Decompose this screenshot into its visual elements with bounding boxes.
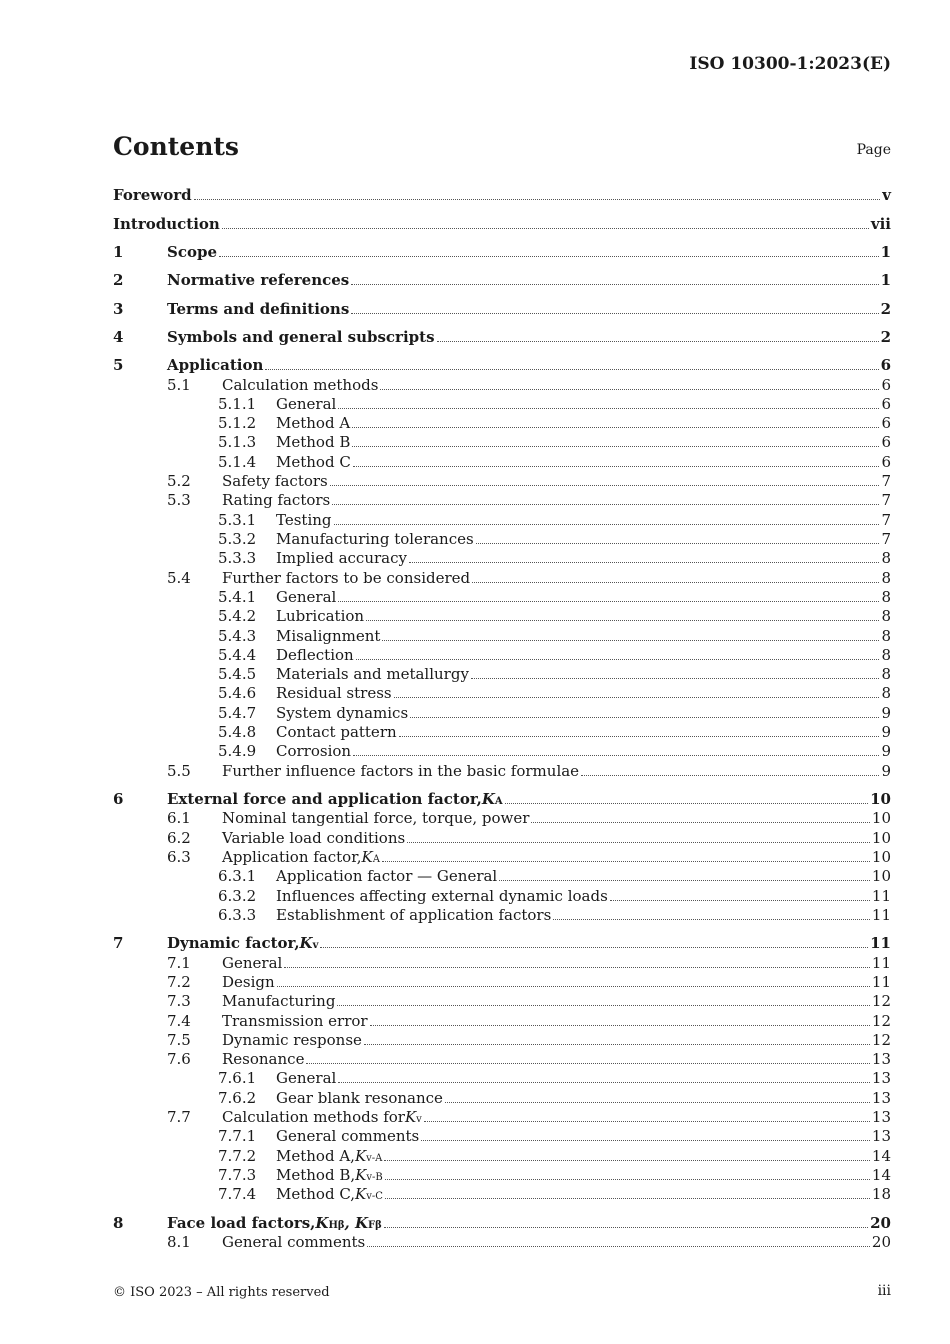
- toc-entry-number: 5.4.3: [218, 627, 257, 645]
- math-symbol: K: [315, 1214, 329, 1232]
- toc-entry-title: Deflection: [276, 646, 354, 664]
- toc-entry-title: Dynamic factor, K v: [167, 934, 319, 952]
- toc-entry[interactable]: [113, 300, 891, 319]
- toc-entry-page: vii: [870, 215, 891, 233]
- toc-entry-number: 5.5: [167, 762, 191, 780]
- toc-entry-number: 5.3: [167, 491, 191, 509]
- toc-entry-title: Method B: [276, 433, 351, 451]
- toc-entry-number: 6.2: [167, 829, 191, 847]
- toc-entry-page: 8: [881, 569, 891, 587]
- dot-leader: [424, 1121, 870, 1122]
- toc-entry[interactable]: [113, 829, 891, 848]
- math-symbol: K: [299, 934, 313, 952]
- toc-entry-page: 1: [880, 271, 891, 289]
- dot-leader: [219, 256, 879, 257]
- toc-entry[interactable]: [113, 1214, 891, 1233]
- toc-entry-title: Foreword: [113, 186, 192, 204]
- dot-leader: [277, 986, 870, 987]
- toc-entry-page: 12: [871, 1012, 891, 1030]
- toc-entry-number: 5.4.4: [218, 646, 257, 664]
- toc-entry[interactable]: [113, 627, 891, 646]
- toc-entry-title: Contact pattern: [276, 723, 397, 741]
- toc-entry-page: 11: [870, 934, 891, 952]
- toc-entry-title: Application factor, K A: [222, 848, 380, 866]
- toc-entry-page: 13: [871, 1050, 891, 1068]
- toc-entry-title: Testing: [276, 511, 332, 529]
- toc-entry-title: General comments: [222, 1233, 366, 1251]
- toc-entry[interactable]: [113, 271, 891, 290]
- toc-entry-title: Materials and metallurgy: [276, 665, 469, 683]
- toc-entry[interactable]: [113, 472, 891, 491]
- toc-entry-title: Establishment of application factors: [276, 906, 552, 924]
- dot-leader: [505, 803, 868, 804]
- toc-entry-title: Transmission error: [222, 1012, 368, 1030]
- toc-entry-title: Further influence factors in the basic formulae: [222, 762, 580, 780]
- dot-leader: [384, 1227, 868, 1228]
- toc-entry-title: Symbols and general subscripts: [167, 328, 435, 346]
- dot-leader: [330, 485, 879, 486]
- dot-leader: [445, 1102, 870, 1103]
- toc-entry[interactable]: [113, 328, 891, 347]
- dot-leader: [472, 582, 879, 583]
- toc-entry-page: 12: [871, 992, 891, 1010]
- dot-leader: [553, 919, 870, 920]
- dot-leader: [338, 408, 879, 409]
- dot-leader: [222, 228, 869, 229]
- math-symbol: K: [355, 1185, 367, 1203]
- dot-leader: [410, 717, 879, 718]
- toc-entry-title: Method A, K v-A: [276, 1147, 383, 1165]
- toc-entry-page: 6: [881, 433, 891, 451]
- toc-entry-number: 6.3.2: [218, 887, 257, 905]
- toc-entry-title: Normative references: [167, 271, 350, 289]
- toc-entry[interactable]: [113, 1069, 891, 1088]
- dot-leader: [320, 947, 868, 948]
- toc-entry-title: Method C: [276, 453, 351, 471]
- toc-entry-number: 7.2: [167, 973, 191, 991]
- toc-entry-number: 7.7.2: [218, 1147, 257, 1165]
- toc-entry-number: 5.4: [167, 569, 191, 587]
- toc-entry[interactable]: [113, 1050, 891, 1069]
- toc-entry-page: 11: [871, 887, 891, 905]
- dot-leader: [407, 842, 870, 843]
- toc-entry-page: 7: [881, 530, 891, 548]
- toc-entry-number: 5.4.9: [218, 742, 257, 760]
- toc-entry-page: 8: [881, 607, 891, 625]
- toc-entry-page: 9: [881, 704, 891, 722]
- math-symbol: K: [355, 1166, 367, 1184]
- toc-entry-number: 4: [113, 328, 124, 346]
- toc-entry[interactable]: [113, 1233, 891, 1252]
- toc-entry-number: 7.4: [167, 1012, 191, 1030]
- toc-entry[interactable]: [113, 511, 891, 530]
- document-id: ISO 10300-1:2023(E): [689, 54, 891, 74]
- toc-entry-title: Scope: [167, 243, 218, 261]
- page-number: iii: [877, 1283, 891, 1299]
- toc-entry-title: Manufacturing tolerances: [276, 530, 474, 548]
- toc-entry-number: 5.3.1: [218, 511, 257, 529]
- toc-entry-number: 5.4.7: [218, 704, 257, 722]
- toc-entry[interactable]: [113, 395, 891, 414]
- toc-entry-title: Method C, K v-C: [276, 1185, 383, 1203]
- toc-entry[interactable]: [113, 867, 891, 886]
- toc-entry-title: Design: [222, 973, 275, 991]
- toc-entry[interactable]: [113, 934, 891, 953]
- dot-leader: [351, 284, 879, 285]
- dot-leader: [610, 900, 870, 901]
- toc-entry-title: Method A: [276, 414, 351, 432]
- toc-entry[interactable]: [113, 1108, 891, 1127]
- toc-entry-page: 2: [880, 328, 891, 346]
- dot-leader: [499, 880, 870, 881]
- dot-leader: [382, 861, 870, 862]
- toc-entry-page: 13: [871, 1108, 891, 1126]
- page-title: Contents: [113, 132, 240, 161]
- toc-entry-number: 6: [113, 790, 124, 808]
- toc-entry-number: 8: [113, 1214, 124, 1232]
- toc-entry[interactable]: [113, 588, 891, 607]
- toc-entry-page: 10: [871, 867, 891, 885]
- dot-leader: [194, 199, 880, 200]
- toc-entry-title: Introduction: [113, 215, 220, 233]
- toc-entry-page: 13: [871, 1127, 891, 1145]
- toc-entry[interactable]: [113, 356, 891, 375]
- toc-entry-number: 5.1.4: [218, 453, 257, 471]
- dot-leader: [385, 1179, 870, 1180]
- toc-entry-number: 7.7.3: [218, 1166, 257, 1184]
- toc-entry-page: v: [882, 186, 891, 204]
- dot-leader: [385, 1198, 870, 1199]
- toc-entry-title: General comments: [276, 1127, 420, 1145]
- dot-leader: [394, 697, 879, 698]
- toc-entry-number: 7.6.2: [218, 1089, 257, 1107]
- toc-entry-title: Face load factors, K Hβ , K Fβ: [167, 1214, 382, 1232]
- toc-entry-number: 7.7.4: [218, 1185, 257, 1203]
- dot-leader: [332, 504, 879, 505]
- toc-entry[interactable]: [113, 646, 891, 665]
- toc-entry-page: 13: [871, 1089, 891, 1107]
- toc-entry[interactable]: [113, 887, 891, 906]
- toc-entry-title: External force and application factor, K A: [167, 790, 503, 808]
- page-column-label: Page: [856, 142, 891, 158]
- toc-entry-page: 7: [881, 511, 891, 529]
- toc-entry-number: 6.3: [167, 848, 191, 866]
- toc-entry-title: Nominal tangential force, torque, power: [222, 809, 530, 827]
- toc-entry-number: 7.6: [167, 1050, 191, 1068]
- toc-entry[interactable]: [113, 1147, 891, 1166]
- dot-leader: [364, 1044, 870, 1045]
- toc-entry-page: 8: [881, 549, 891, 567]
- toc-entry-title: Calculation methods: [222, 376, 379, 394]
- toc-entry-page: 10: [871, 848, 891, 866]
- toc-entry[interactable]: [113, 1127, 891, 1146]
- dot-leader: [338, 1082, 870, 1083]
- toc-entry-page: 20: [871, 1233, 891, 1251]
- toc-entry-page: 2: [880, 300, 891, 318]
- toc-entry[interactable]: [113, 742, 891, 761]
- toc-entry[interactable]: [113, 1012, 891, 1031]
- toc-entry-title: Rating factors: [222, 491, 331, 509]
- toc-entry-number: 1: [113, 243, 124, 261]
- toc-entry-page: 14: [871, 1147, 891, 1165]
- toc-entry-number: 6.1: [167, 809, 191, 827]
- toc-entry[interactable]: [113, 530, 891, 549]
- dot-leader: [421, 1140, 870, 1141]
- dot-leader: [380, 389, 879, 390]
- toc-entry-page: 8: [881, 665, 891, 683]
- toc-entry-number: 7.5: [167, 1031, 191, 1049]
- toc-entry-number: 7.3: [167, 992, 191, 1010]
- toc-entry-page: 10: [871, 809, 891, 827]
- toc-entry[interactable]: [113, 723, 891, 742]
- toc-entry-title: Implied accuracy: [276, 549, 407, 567]
- toc-entry-page: 8: [881, 627, 891, 645]
- toc-entry-number: 7: [113, 934, 124, 952]
- copyright-notice: © ISO 2023 – All rights reserved: [113, 1285, 330, 1300]
- toc-entry-title: Dynamic response: [222, 1031, 362, 1049]
- toc-entry-number: 2: [113, 271, 124, 289]
- toc-entry-title: General: [222, 954, 283, 972]
- toc-entry[interactable]: [113, 992, 891, 1011]
- dot-leader: [351, 313, 879, 314]
- dot-leader: [338, 601, 879, 602]
- toc-entry-number: 5.4.2: [218, 607, 257, 625]
- dot-leader: [531, 822, 870, 823]
- toc-entry-number: 7.6.1: [218, 1069, 257, 1087]
- toc-entry[interactable]: [113, 453, 891, 472]
- toc-entry[interactable]: [113, 1166, 891, 1185]
- toc-entry-number: 5.1.2: [218, 414, 257, 432]
- toc-entry-page: 8: [881, 588, 891, 606]
- dot-leader: [353, 466, 879, 467]
- toc-entry-number: 5.1.3: [218, 433, 257, 451]
- dot-leader: [334, 524, 879, 525]
- toc-entry-page: 7: [881, 491, 891, 509]
- toc-entry-number: 3: [113, 300, 124, 318]
- toc-entry-number: 5.1.1: [218, 395, 257, 413]
- toc-entry-number: 5.4.1: [218, 588, 257, 606]
- toc-entry[interactable]: [113, 954, 891, 973]
- toc-entry-title: Misalignment: [276, 627, 381, 645]
- toc-entry[interactable]: [113, 549, 891, 568]
- toc-entry-title: General: [276, 1069, 337, 1087]
- math-symbol: K: [354, 1147, 367, 1165]
- toc-entry-title: Residual stress: [276, 684, 392, 702]
- dot-leader: [471, 678, 879, 679]
- dot-leader: [399, 736, 879, 737]
- toc-entry-title: Terms and definitions: [167, 300, 350, 318]
- toc-entry-title: Calculation methods for K v: [222, 1108, 422, 1126]
- toc-entry-number: 7.7: [167, 1108, 191, 1126]
- toc-entry-title: Application factor — General: [276, 867, 498, 885]
- toc-entry-page: 8: [881, 646, 891, 664]
- dot-leader: [409, 562, 879, 563]
- toc-entry-page: 9: [881, 742, 891, 760]
- toc-entry-page: 10: [871, 829, 891, 847]
- toc-entry[interactable]: [113, 848, 891, 867]
- dot-leader: [437, 341, 879, 342]
- dot-leader: [370, 1025, 870, 1026]
- toc-entry-title: Influences affecting external dynamic loads: [276, 887, 608, 905]
- toc-entry[interactable]: [113, 433, 891, 452]
- toc-entry-title: Method B, K v-B: [276, 1166, 383, 1184]
- toc-entry-page: 6: [880, 356, 891, 374]
- toc-entry-title: Application: [167, 356, 264, 374]
- toc-entry-page: 1: [880, 243, 891, 261]
- toc-entry[interactable]: [113, 790, 891, 809]
- dot-leader: [337, 1005, 870, 1006]
- dot-leader: [352, 446, 879, 447]
- toc-entry[interactable]: [113, 215, 891, 234]
- toc-entry-number: 7.1: [167, 954, 191, 972]
- toc-entry-page: 6: [881, 376, 891, 394]
- toc-entry[interactable]: [113, 1089, 891, 1108]
- toc-entry-title: Safety factors: [222, 472, 328, 490]
- toc-entry-title: Manufacturing: [222, 992, 336, 1010]
- toc-entry-page: 14: [871, 1166, 891, 1184]
- dot-leader: [353, 755, 879, 756]
- toc-entry[interactable]: [113, 809, 891, 828]
- toc-entry-title: Gear blank resonance: [276, 1089, 443, 1107]
- toc-entry-page: 13: [871, 1069, 891, 1087]
- toc-entry[interactable]: [113, 906, 891, 925]
- toc-entry[interactable]: [113, 569, 891, 588]
- toc-entry[interactable]: [113, 414, 891, 433]
- toc-entry[interactable]: [113, 684, 891, 703]
- toc-entry-page: 11: [871, 954, 891, 972]
- toc-entry[interactable]: [113, 186, 891, 205]
- toc-entry[interactable]: [113, 243, 891, 262]
- dot-leader: [382, 640, 879, 641]
- toc-entry-page: 6: [881, 414, 891, 432]
- dot-leader: [476, 543, 879, 544]
- math-symbol: K: [361, 848, 373, 866]
- toc-entry-number: 8.1: [167, 1233, 191, 1251]
- toc-entry[interactable]: [113, 973, 891, 992]
- dot-leader: [356, 659, 879, 660]
- dot-leader: [352, 427, 879, 428]
- toc-entry-title: Corrosion: [276, 742, 352, 760]
- toc-entry-page: 6: [881, 395, 891, 413]
- toc-entry[interactable]: [113, 376, 891, 395]
- toc-entry-page: 12: [871, 1031, 891, 1049]
- dot-leader: [284, 967, 870, 968]
- dot-leader: [306, 1063, 870, 1064]
- toc-entry-number: 5: [113, 356, 124, 374]
- toc-entry-number: 5.1: [167, 376, 191, 394]
- math-symbol: , K: [344, 1214, 369, 1232]
- math-symbol: K: [404, 1108, 417, 1126]
- toc-entry[interactable]: [113, 1031, 891, 1050]
- toc-entry[interactable]: [113, 665, 891, 684]
- toc-entry[interactable]: [113, 704, 891, 723]
- toc-entry-page: 11: [871, 973, 891, 991]
- toc-entry-page: 18: [871, 1185, 891, 1203]
- toc-entry-number: 5.4.6: [218, 684, 257, 702]
- toc-entry-page: 9: [881, 723, 891, 741]
- toc-entry-title: Lubrication: [276, 607, 365, 625]
- dot-leader: [384, 1160, 870, 1161]
- toc-entry-title: Resonance: [222, 1050, 305, 1068]
- toc-entry[interactable]: [113, 491, 891, 510]
- dot-leader: [367, 1246, 870, 1247]
- toc-entry[interactable]: [113, 762, 891, 781]
- toc-entry[interactable]: [113, 607, 891, 626]
- toc-entry-page: 11: [871, 906, 891, 924]
- toc-entry-page: 20: [870, 1214, 891, 1232]
- dot-leader: [265, 369, 879, 370]
- toc-entry-title: System dynamics: [276, 704, 409, 722]
- toc-entry-title: Variable load conditions: [222, 829, 406, 847]
- toc-entry-page: 7: [881, 472, 891, 490]
- toc-entry-number: 6.3.1: [218, 867, 257, 885]
- dot-leader: [366, 620, 879, 621]
- toc-entry-number: 7.7.1: [218, 1127, 257, 1145]
- toc-entry-title: General: [276, 588, 337, 606]
- toc-entry-page: 6: [881, 453, 891, 471]
- toc-entry-number: 5.4.5: [218, 665, 257, 683]
- toc-entry-page: 8: [881, 684, 891, 702]
- dot-leader: [581, 775, 879, 776]
- toc-entry-number: 5.2: [167, 472, 191, 490]
- math-symbol: K: [481, 790, 495, 808]
- toc-entry-number: 5.3.3: [218, 549, 257, 567]
- toc-entry-title: General: [276, 395, 337, 413]
- toc-entry-number: 5.4.8: [218, 723, 257, 741]
- toc-entry-page: 10: [870, 790, 891, 808]
- toc-entry[interactable]: [113, 1185, 891, 1204]
- toc-entry-number: 5.3.2: [218, 530, 257, 548]
- toc-entry-number: 6.3.3: [218, 906, 257, 924]
- toc-entry-page: 9: [881, 762, 891, 780]
- toc-entry-title: Further factors to be considered: [222, 569, 471, 587]
